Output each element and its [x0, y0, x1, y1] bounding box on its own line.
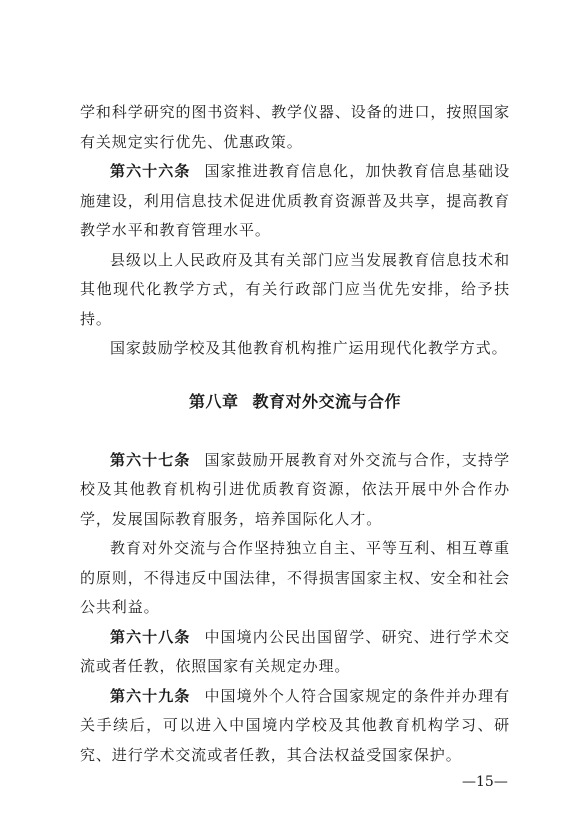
- paragraph-text: 国家推进教育信息化，加快教育信息基础设施建设，利用信息技术促进优质教育资源普及共享，提高教育教学水平和教育管理水平。: [80, 162, 510, 239]
- paragraph-text: 国家鼓励开展教育对外交流与合作，支持学校及其他教育机构引进优质教育资源，依法开展中外合作办学，发展国际教育服务，培养国际化人才。: [80, 450, 510, 528]
- paragraph-article-69: [80, 682, 510, 771]
- chapter-heading: [80, 390, 510, 414]
- paragraph-text: 中国境内公民出国留学、研究、进行学术交流或者任教，依照国家有关规定办理。: [80, 627, 510, 675]
- paragraph-text: 学和科学研究的图书资料、教学仪器、设备的进口，按照国家有关规定实行优先、优惠政策。: [80, 103, 510, 151]
- document-page: [80, 98, 510, 770]
- paragraph-article-66: [80, 157, 510, 246]
- paragraph-text: 县级以上人民政府及其有关部门应当发展教育信息技术和其他现代化教学方式，有关行政部门应当优先安排，给予扶持。: [80, 250, 510, 328]
- article-number: 第六十九条: [110, 686, 191, 705]
- paragraph-3: [80, 334, 510, 364]
- chapter-title: 教育对外交流与合作: [252, 391, 402, 411]
- paragraph-article-67: [80, 446, 510, 535]
- paragraph-article-68: [80, 623, 510, 682]
- chapter-number: 第八章: [188, 391, 239, 411]
- paragraph-2: [80, 246, 510, 335]
- article-number: 第六十八条: [110, 627, 191, 646]
- article-number: 第六十七条: [110, 450, 191, 469]
- paragraph-text: 国家鼓励学校及其他教育机构推广运用现代化教学方式。: [110, 339, 508, 357]
- paragraph-text: 教育对外交流与合作坚持独立自主、平等互利、相互尊重的原则，不得违反中国法律，不得损害国家主权、安全和社会公共利益。: [80, 539, 510, 616]
- page-number: —15—: [462, 774, 508, 790]
- paragraph-0: [80, 98, 510, 157]
- paragraph-5: [80, 534, 510, 623]
- article-number: 第六十六条: [110, 162, 191, 180]
- paragraph-text: 中国境外个人符合国家规定的条件并办理有关手续后，可以进入中国境内学校及其他教育机构学习、研究、进行学术交流或者任教，其合法权益受国家保护。: [80, 686, 510, 764]
